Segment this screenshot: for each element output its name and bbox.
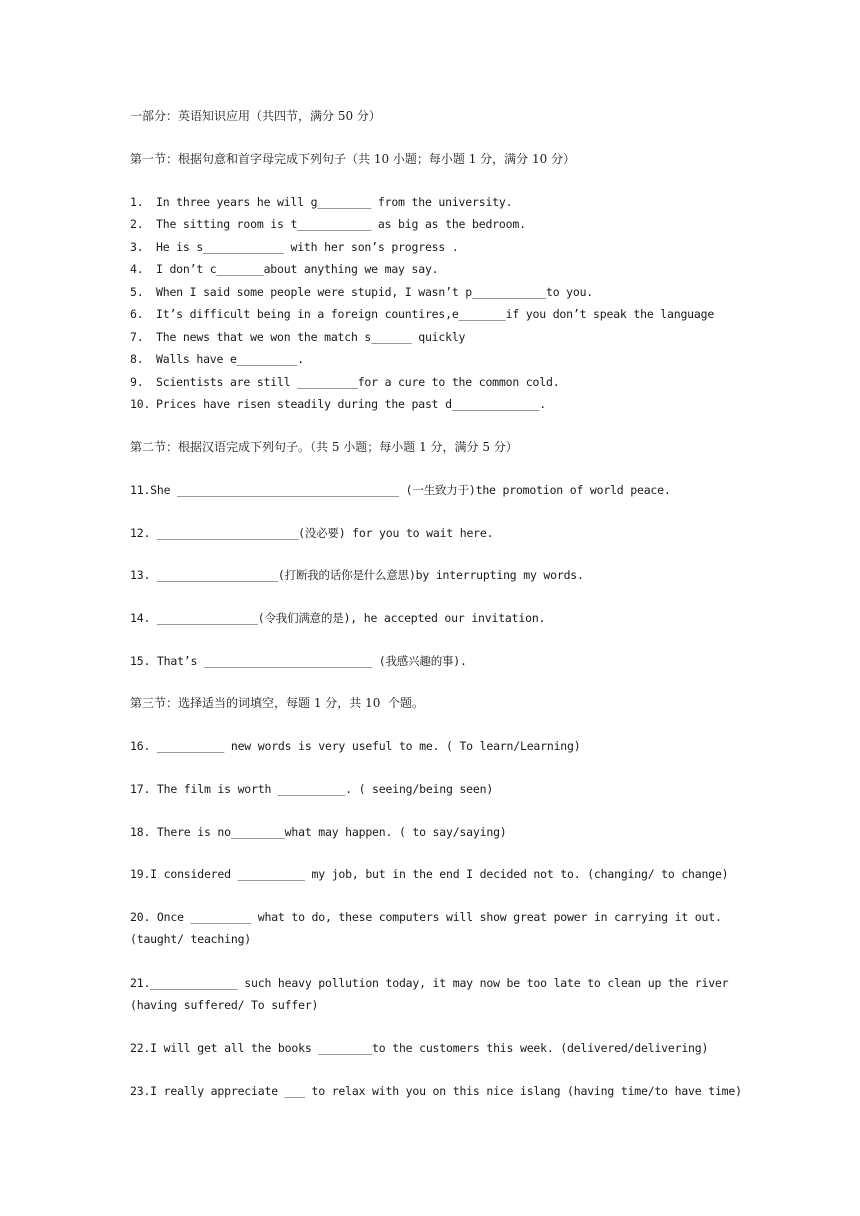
question-number: 8. <box>130 352 144 366</box>
question-item <box>130 351 304 367</box>
question-item <box>130 239 459 255</box>
question-item: 15. That’s _________________________ (我感兴趣的事). <box>130 654 467 668</box>
question-item: 23.I really appreciate ___ to relax with you on this nice islang (having time/to have time) <box>130 1084 742 1098</box>
question-item <box>130 261 438 277</box>
question-item: 18. There is no________what may happen. ( to say/saying) <box>130 825 507 839</box>
question-number: 4. <box>130 262 144 276</box>
question-item <box>130 284 593 300</box>
question-item: 14. _______________(令我们满意的是), he accepted our invitation. <box>130 611 546 625</box>
question-number: 6. <box>130 307 144 321</box>
question-number: 5. <box>130 285 144 299</box>
question-text: Walls have e_________. <box>156 352 304 366</box>
question-item <box>130 374 559 390</box>
question-number: 10. <box>130 397 151 411</box>
question-item <box>130 396 546 412</box>
question-number: 7. <box>130 330 144 344</box>
question-text: In three years he will g________ from the university. <box>156 195 513 209</box>
question-item: 11.She _________________________________ (一生致力于)the promotion of world peace. <box>130 483 671 497</box>
question-item <box>130 306 714 322</box>
question-text: It’s difficult being in a foreign countires,e_______if you don’t speak the language <box>156 307 715 321</box>
question-item: 21._____________ such heavy pollution today, it may now be too late to clean up the river (having suffered/ To suffer) <box>130 976 729 1012</box>
question-item: 20. Once _________ what to do, these computers will show great power in carrying it out. (taught/ teaching) <box>130 910 722 946</box>
section3-heading: 第三节：选择适当的词填空，每题 1 分，共 10 个题。 <box>130 696 424 710</box>
section1-heading: 第一节：根据句意和首字母完成下列句子（共 10 小题；每小题 1 分，满分 10 分） <box>130 152 576 166</box>
question-item: 19.I considered __________ my job, but in the end I decided not to. (changing/ to change) <box>130 867 729 881</box>
question-item <box>130 329 465 345</box>
question-text: He is s____________ with her son’s progress . <box>156 240 459 254</box>
question-text: Scientists are still _________for a cure to the common cold. <box>156 375 560 389</box>
question-item: 22.I will get all the books ________to the customers this week. (delivered/delivering) <box>130 1041 709 1055</box>
question-item <box>130 216 526 232</box>
question-number: 2. <box>130 217 144 231</box>
question-item: 16. __________ new words is very useful to me. ( To learn/Learning) <box>130 739 581 753</box>
question-text: I don’t c_______about anything we may say. <box>156 262 439 276</box>
part-heading: 一部分：英语知识应用（共四节，满分 50 分） <box>130 109 381 123</box>
question-item: 17. The film is worth __________. ( seeing/being seen) <box>130 782 494 796</box>
question-item: 13. __________________(打断我的话你是什么意思)by interrupting my words. <box>130 568 584 582</box>
question-text: When I said some people were stupid, I wasn’t p___________to you. <box>156 285 594 299</box>
question-item <box>130 194 512 210</box>
question-text: The news that we won the match s______ quickly <box>156 330 466 344</box>
section2-heading: 第二节：根据汉语完成下列句子。（共 5 小题；每小题 1 分，满分 5 分） <box>130 440 518 454</box>
question-item: 12. _____________________(没必要) for you to wait here. <box>130 526 494 540</box>
question-number: 3. <box>130 240 144 254</box>
question-text: The sitting room is t___________ as big as the bedroom. <box>156 217 526 231</box>
question-number: 9. <box>130 375 144 389</box>
question-text: Prices have risen steadily during the past d_____________. <box>156 397 546 411</box>
question-number: 1. <box>130 195 144 209</box>
